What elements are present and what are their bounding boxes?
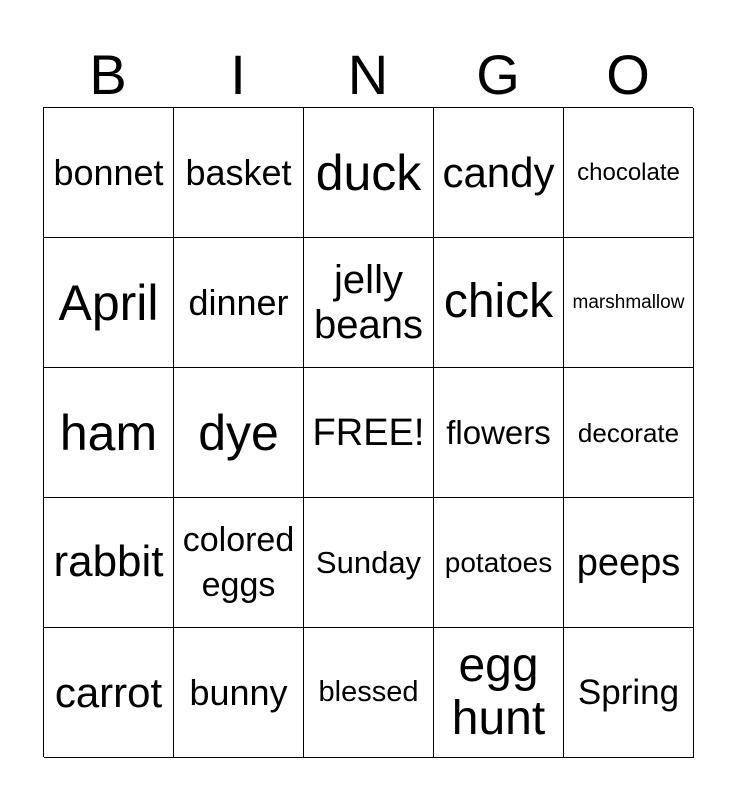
cell-label: FREE! <box>312 411 425 454</box>
bingo-cell-r3-c5[interactable] <box>564 368 694 498</box>
cell-label: blessed <box>318 676 419 708</box>
bingo-cell-r3-c4[interactable] <box>434 368 564 498</box>
cell-label: carrot <box>54 668 163 716</box>
header-letter-g: G <box>476 43 520 106</box>
cell-label: jelly beans <box>314 257 423 347</box>
bingo-board <box>43 107 693 757</box>
bingo-cell-r4-c5[interactable] <box>564 498 694 628</box>
cell-label: decorate <box>577 417 680 448</box>
header-letter-i: I <box>230 43 246 106</box>
cell-label: Sunday <box>315 545 422 580</box>
bingo-header <box>43 40 693 106</box>
bingo-cell-r5-c2[interactable] <box>174 628 304 758</box>
bingo-cell-r1-c2[interactable] <box>174 108 304 238</box>
cell-label: chocolate <box>577 158 680 186</box>
bingo-cell-r1-c1[interactable] <box>44 108 174 238</box>
bingo-cell-r3-c2[interactable] <box>174 368 304 498</box>
cell-label: ham <box>59 404 158 461</box>
cell-label: colored eggs <box>182 521 295 604</box>
bingo-cell-r2-c2[interactable] <box>174 238 304 368</box>
header-letter-b: B <box>89 43 127 106</box>
cell-label: duck <box>315 144 422 201</box>
cell-label: Spring <box>577 673 680 712</box>
bingo-cell-r1-c3[interactable] <box>304 108 434 238</box>
bingo-cell-r4-c1[interactable] <box>44 498 174 628</box>
bingo-cell-r2-c3[interactable] <box>304 238 434 368</box>
cell-label: rabbit <box>53 537 164 587</box>
bingo-cell-r5-c1[interactable] <box>44 628 174 758</box>
bingo-cell-r3-c1[interactable] <box>44 368 174 498</box>
header-letter-o: O <box>606 43 650 106</box>
cell-label: bunny <box>189 671 288 713</box>
bingo-cell-r3-c3[interactable] <box>304 368 434 498</box>
cell-label: marshmallow <box>572 292 685 313</box>
bingo-cell-r2-c4[interactable] <box>434 238 564 368</box>
cell-label: chick <box>443 275 554 329</box>
bingo-cell-r5-c3[interactable] <box>304 628 434 758</box>
bingo-cell-r2-c5[interactable] <box>564 238 694 368</box>
cell-label: candy <box>442 148 555 196</box>
bingo-cell-r4-c2[interactable] <box>174 498 304 628</box>
bingo-cell-r2-c1[interactable] <box>44 238 174 368</box>
cell-label: dinner <box>188 281 289 323</box>
bingo-cell-r1-c5[interactable] <box>564 108 694 238</box>
cell-label: egg hunt <box>451 638 546 745</box>
header-letter-n: N <box>347 43 389 106</box>
cell-label: dye <box>198 404 279 461</box>
cell-label: bonnet <box>53 151 164 193</box>
bingo-cell-r5-c5[interactable] <box>564 628 694 758</box>
cell-label: potatoes <box>444 546 553 578</box>
bingo-cell-r5-c4[interactable] <box>434 628 564 758</box>
cell-label: April <box>58 274 159 331</box>
cell-label: flowers <box>446 414 551 451</box>
cell-label: peeps <box>576 541 681 584</box>
bingo-cell-r1-c4[interactable] <box>434 108 564 238</box>
bingo-cell-r4-c3[interactable] <box>304 498 434 628</box>
bingo-cell-r4-c4[interactable] <box>434 498 564 628</box>
cell-label: basket <box>185 151 292 193</box>
